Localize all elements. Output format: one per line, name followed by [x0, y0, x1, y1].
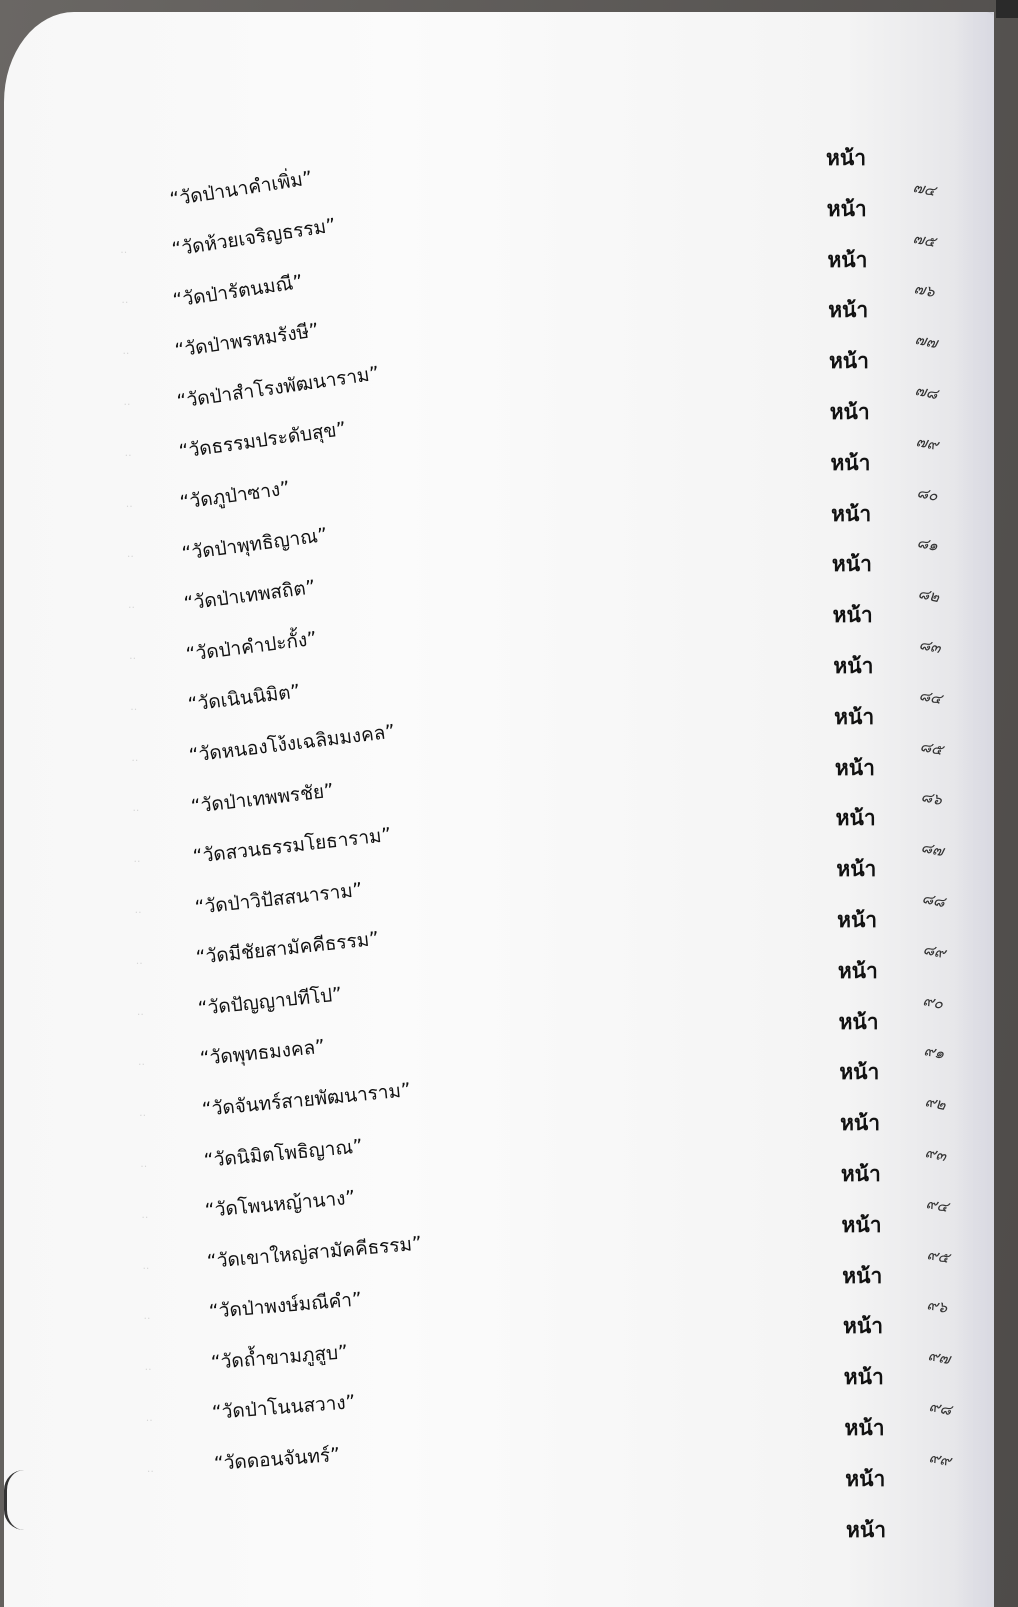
page-label: หน้า	[840, 1111, 881, 1136]
toc-row	[0, 319, 1018, 383]
temple-title: “วัดป่าเทพสถิต”	[182, 576, 317, 616]
toc-row	[0, 1443, 1018, 1501]
page-number: ๘๖	[919, 787, 944, 810]
toc-row	[0, 1232, 1018, 1298]
toc-row	[0, 779, 1018, 840]
margin-show-through: ··	[146, 1464, 154, 1478]
temple-title: “วัดป่าพรหมรังษี”	[173, 319, 321, 363]
page-label: หน้า	[826, 196, 867, 221]
page-number: ๘๘	[920, 888, 947, 912]
toc-row	[0, 720, 1018, 790]
temple-title: “วัดป่าวิปัสสนาราม”	[193, 878, 364, 919]
margin-show-through: ··	[131, 753, 139, 767]
page-label: หน้า	[843, 1365, 884, 1390]
temple-title: “วัดเนินนิมิต”	[186, 680, 302, 717]
margin-show-through: ··	[135, 956, 143, 970]
temple-title: “วัดจันทร์สายพัฒนาราม”	[200, 1078, 412, 1121]
page-number: ๗๔	[911, 177, 937, 200]
page-label: หน้า	[829, 400, 870, 424]
toc-row	[0, 576, 1018, 637]
toc-row	[0, 1512, 1018, 1552]
margin-show-through: ··	[125, 499, 133, 513]
toc-row	[0, 477, 1018, 536]
page-number: ๙๘	[927, 1396, 953, 1420]
page-label: หน้า	[839, 1060, 880, 1085]
temple-title: “วัดธรรมประดับสุข”	[177, 418, 348, 464]
page-label: หน้า	[831, 552, 872, 577]
toc-row	[0, 418, 1018, 485]
margin-show-through: ··	[129, 652, 137, 665]
page-number: ๙๑	[922, 1041, 947, 1064]
page-number: ๙๙	[927, 1447, 953, 1470]
page-number: ๙๖	[925, 1295, 950, 1318]
margin-show-through: ··	[134, 906, 142, 919]
toc-row	[0, 270, 1018, 332]
toc-row	[0, 927, 1018, 993]
temple-title: “วัดพุทธมงคล”	[198, 1036, 326, 1071]
toc-row	[0, 1186, 1018, 1247]
temple-title: “วัดดอนจันทร์”	[213, 1443, 341, 1476]
page-number: ๘๙	[921, 939, 947, 962]
page-label: หน้า	[836, 857, 877, 882]
margin-show-through: ··	[133, 855, 141, 869]
margin-show-through: ··	[121, 296, 129, 310]
toc-row	[0, 362, 1018, 434]
toc-row	[0, 1078, 1018, 1145]
page-label: หน้า	[828, 298, 869, 323]
page-label: หน้า	[828, 349, 869, 374]
page-number: ๗๕	[911, 228, 938, 251]
page-number: ๘๔	[917, 685, 944, 708]
page-number: ๗๙	[914, 431, 940, 454]
page-label: หน้า	[840, 1162, 881, 1186]
page-number: ๙๔	[924, 1193, 950, 1216]
margin-show-through: ··	[126, 550, 134, 564]
temple-title: “วัดป่าเทพพรชัย”	[189, 779, 336, 818]
page-number: ๗๘	[913, 380, 940, 404]
page-number: ๗๗	[913, 330, 939, 353]
temple-title: “วัดมีชัยสามัคคีธรรม”	[195, 927, 381, 970]
toc-row	[0, 166, 1018, 231]
margin-show-through: ··	[120, 245, 128, 259]
page-label: หน้า	[837, 958, 878, 983]
margin-show-through: ··	[144, 1363, 152, 1377]
page-label: หน้า	[831, 501, 872, 526]
page-label: หน้า	[838, 1009, 879, 1034]
page-label: หน้า	[826, 146, 866, 170]
toc-row	[0, 1134, 1018, 1196]
temple-title: “วัดป่าสำโรงพัฒนาราม”	[175, 362, 381, 413]
margin-show-through: ··	[142, 1261, 150, 1275]
toc-row	[0, 1288, 1018, 1348]
temple-title: “วัดป่าคำปะกั้ง”	[184, 627, 318, 666]
toc-row	[0, 983, 1018, 1044]
page-label: หน้า	[833, 654, 874, 678]
temple-title: “วัดปัญญาปทีโป”	[197, 983, 344, 1020]
temple-title: “วัดป่าโนนสวาง”	[211, 1391, 357, 1425]
temple-title: “วัดป่าพุทธิญาณ”	[180, 523, 329, 565]
toc-row	[0, 627, 1018, 688]
page-label: หน้า	[834, 704, 875, 729]
temple-title: “วัดถ้ำขามภูสูบ”	[209, 1340, 349, 1374]
page-number: ๘๑	[915, 533, 941, 556]
margin-show-through: ··	[122, 347, 130, 361]
temple-title: “วัดป่าพงษ์มณีคำ”	[207, 1288, 363, 1324]
page-label: หน้า	[834, 755, 875, 780]
toc-row	[0, 1340, 1018, 1399]
margin-show-through: ··	[140, 1160, 148, 1173]
toc-row	[0, 140, 1018, 180]
page-label: หน้า	[827, 247, 868, 272]
page-number: ๘๓	[917, 634, 943, 658]
toc-row	[0, 1036, 1018, 1094]
page-number: ๘๗	[919, 838, 946, 861]
temple-title: “วัดหนองโง้งเฉลิมมงคล”	[188, 720, 397, 767]
toc-row	[0, 523, 1018, 586]
page-number: ๗๖	[912, 279, 937, 302]
page-number: ๘๒	[916, 584, 942, 607]
page-number: ๙๓	[923, 1142, 949, 1166]
temple-title: “วัดภูป่าซาง”	[178, 477, 292, 514]
margin-show-through: ··	[141, 1210, 149, 1224]
page-label: หน้า	[844, 1416, 885, 1440]
margin-show-through: ··	[124, 448, 132, 462]
page-label: หน้า	[843, 1314, 884, 1339]
margin-show-through: ··	[130, 702, 138, 716]
page-number: ๙๐	[921, 990, 946, 1013]
toc-row	[0, 680, 1018, 739]
temple-title: “วัดนิมิตโพธิญาณ”	[202, 1134, 364, 1172]
toc-row	[0, 823, 1018, 891]
page-label: หน้า	[841, 1212, 882, 1237]
page-number: ๙๗	[926, 1346, 952, 1369]
page-label: หน้า	[832, 603, 873, 628]
toc-row	[0, 1391, 1018, 1450]
temple-title: “วัดป่ารัตนมณี”	[171, 270, 305, 312]
page-number: ๘๕	[918, 736, 945, 759]
toc-row	[0, 214, 1018, 282]
margin-show-through: ··	[139, 1109, 147, 1123]
temple-title: “วัดโพนหญ้านาง”	[204, 1186, 357, 1223]
margin-show-through: ··	[136, 1007, 144, 1021]
margin-show-through: ··	[128, 601, 135, 615]
page-label: หน้า	[846, 1517, 886, 1542]
margin-show-through: ··	[123, 398, 131, 411]
temple-title: “วัดห้วยเจริญธรรม”	[169, 214, 337, 262]
page-label: หน้า	[830, 450, 871, 475]
page-number: ๘๐	[915, 482, 940, 505]
page-label: หน้า	[835, 806, 876, 831]
margin-show-through: ··	[138, 1058, 145, 1072]
margin-show-through: ··	[145, 1414, 153, 1427]
margin-show-through: ··	[143, 1312, 151, 1326]
temple-title: “วัดสวนธรรมโยธาราม”	[191, 823, 393, 869]
page-label: หน้า	[837, 908, 878, 932]
page-label: หน้า	[842, 1263, 883, 1288]
page-number: ๙๕	[925, 1244, 951, 1267]
temple-title: “วัดป่านาคำเพิ่ม”	[168, 166, 314, 211]
temple-title: “วัดเขาใหญ่สามัคคีธรรม”	[206, 1232, 423, 1273]
page-number: ๙๒	[923, 1092, 948, 1115]
page-label: หน้า	[845, 1466, 886, 1491]
toc-row	[0, 878, 1018, 942]
margin-show-through: ··	[132, 804, 140, 818]
